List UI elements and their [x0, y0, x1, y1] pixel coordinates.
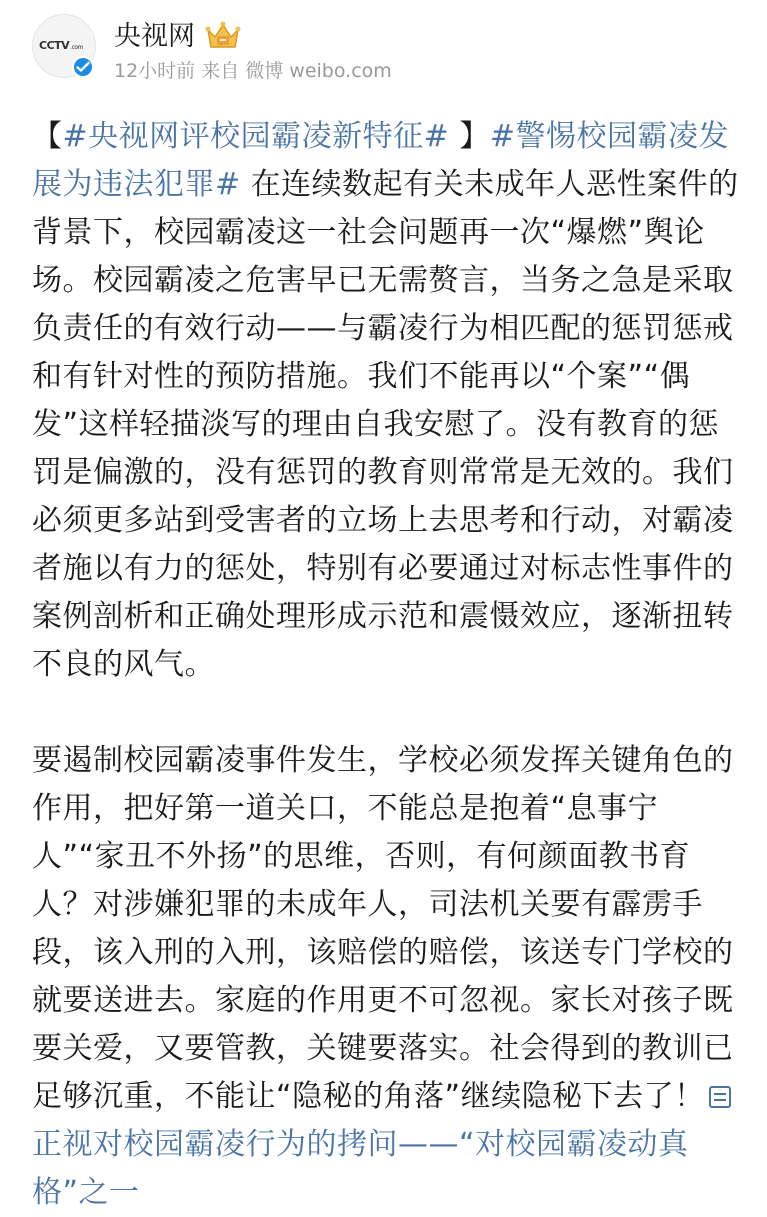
crown-badge-icon[interactable]: [204, 20, 242, 52]
post-paragraph-2: [32, 737, 740, 1217]
paragraph-text: 在连续数起有关未成年人恶性案件的背景下，校园霸凌这一社会问题再一次“爆燃”舆论场。校园霸凌之危害早已无需赘言，当务之急是采取负责任的有效行动——与霸凌行为相匹配的惩罚惩戒和有针对性的预防措施。我们不能再以“个案”“偶发”这样轻描淡写的理由自我安慰了。没有教育的惩罚是偏激的，没有惩罚的教育则常常是无效的。我们必须更多站到受害者的立场上去思考和行动，对霸凌者施以有力的惩处，特别有必要通过对标志性事件的案例剖析和正确处理形成示范和震慑效应，逐渐扭转不良的风气。: [32, 167, 739, 682]
article-icon: [709, 1086, 731, 1108]
post-meta: 12小时前 来自 微博 weibo.com: [114, 60, 392, 82]
verified-badge-icon: [72, 56, 94, 78]
post-paragraph-1: [32, 113, 740, 689]
post-content: [32, 113, 740, 1217]
cctv-logo-icon: CCTV.com: [39, 39, 83, 52]
hashtag-link[interactable]: #警惕校园霸凌发展为违法犯罪#: [32, 119, 729, 202]
author-name[interactable]: 央视网: [114, 21, 195, 52]
bracket-open: 【: [32, 119, 63, 154]
article-link[interactable]: 正视对校园霸凌行为的拷问——“对校园霸凌动真格”之一: [32, 1127, 689, 1210]
post-header: [0, 0, 767, 96]
hashtag-link[interactable]: #央视网评校园霸凌新特征#: [62, 119, 450, 154]
paragraph-text: 要遏制校园霸凌事件发生，学校必须发挥关键角色的作用，把好第一道关口，不能总是抱着“息事宁人”“家丑不外扬”的思维，否则，有何颜面教书育人？对涉嫌犯罪的未成年人，司法机关要有霹雳手段，该入刑的入刑，该赔偿的赔偿，该送专门学校的就要送进去。家庭的作用更不可忽视。家长对孩子既要关爱，又要管教，关键要落实。社会得到的教训已足够沉重，不能让“隐秘的角落”继续隐秘下去了！: [32, 743, 734, 1114]
bracket-close: 】: [449, 119, 490, 154]
